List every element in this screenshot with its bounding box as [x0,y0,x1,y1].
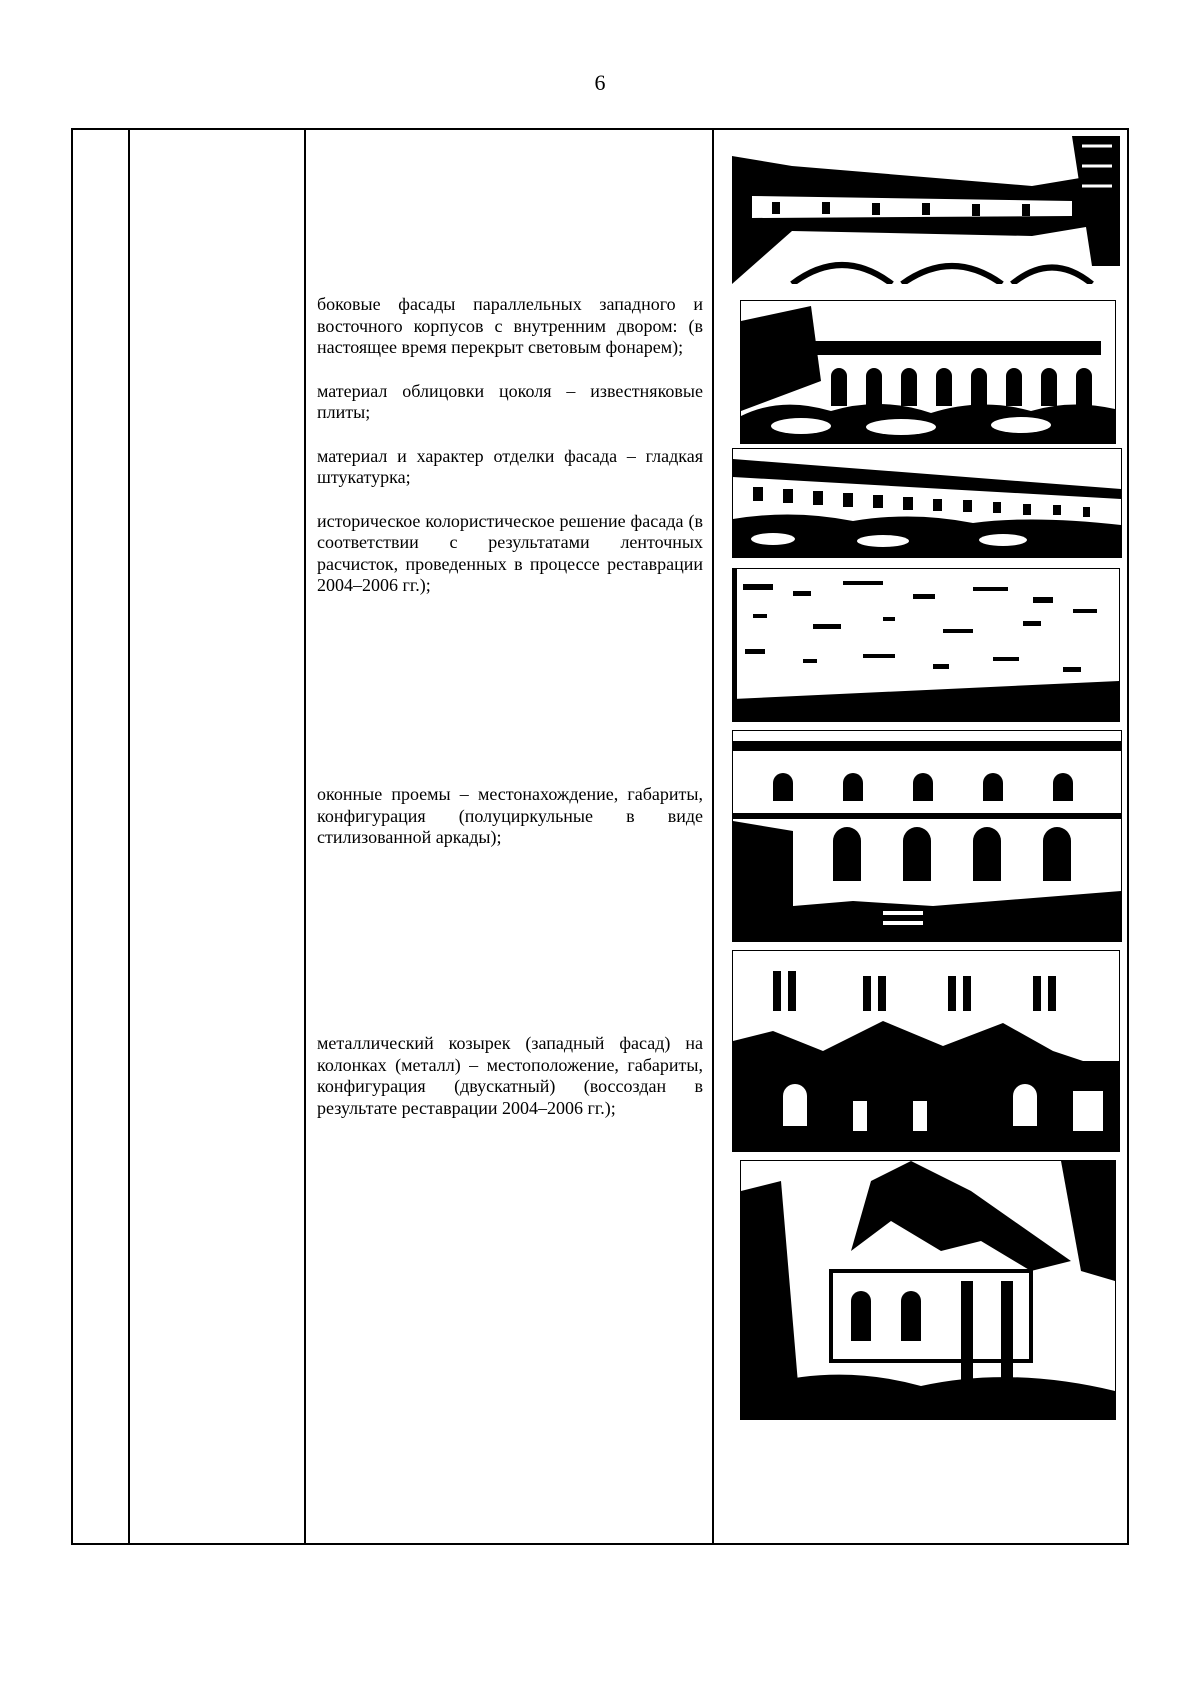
column-divider-3 [712,130,714,1543]
document-table [71,128,1129,1545]
paragraph-facade-finish: материал и характер отделки фасада – гладкая штукатурка; [317,445,703,487]
photo-courtyard-arcade-parking [740,300,1116,444]
photo-facade-wide-parking [732,448,1122,558]
paragraph-color-scheme: историческое колористическое решение фасада (в соответствии с результатами ленточных расчисток, проведенных в процессе реставрации 2004–2006 гг.); [317,510,703,595]
page-number: 6 [594,70,606,95]
photo-cornice-detail [732,136,1120,284]
paragraph-metal-canopy: металлический козырек (западный фасад) на колонках (металл) – местоположение, габариты, конфигурация (двускатный) (воссоздан в результате реставрации 2004–2006 гг.); [317,1033,703,1118]
text-group-facades [317,294,703,619]
column-divider-1 [128,130,130,1543]
text-group-canopy [317,1033,703,1141]
paragraph-side-facades: боковые фасады параллельных западного и восточного корпусов с внутренним двором: (в настоящее время перекрыт световым фонарем); [317,294,703,357]
text-group-windows [317,784,703,871]
paragraph-plinth-material: материал облицовки цоколя – известняковые плиты; [317,380,703,422]
paragraph-window-openings: оконные проемы – местонахождение, габариты, конфигурация (полуциркульные в виде стилизованной аркады); [317,784,703,847]
column-divider-2 [304,130,306,1543]
photo-canopy-western-facade [732,950,1120,1152]
photo-arched-windows-facade [732,730,1122,942]
photo-canopy-closeup [740,1160,1116,1420]
photo-plaster-texture [732,568,1120,722]
